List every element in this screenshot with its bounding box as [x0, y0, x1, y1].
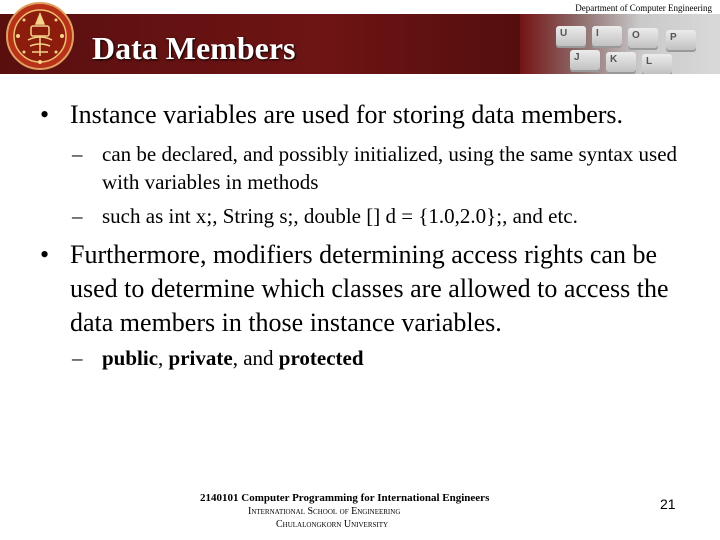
footer-school: International School of Engineering	[248, 506, 401, 517]
footer-university: Chulalongkorn University	[276, 519, 389, 530]
footer	[200, 492, 540, 531]
keyword-private: private	[168, 346, 233, 370]
bullet-dot-icon: •	[40, 100, 50, 129]
key-p: P	[666, 30, 696, 52]
key-l: L	[642, 54, 672, 74]
keyword-protected: protected	[278, 346, 364, 370]
dash-icon: –	[72, 346, 83, 370]
bullet-dot-icon: •	[40, 240, 50, 269]
keyboard-image	[520, 14, 720, 74]
key-k: K	[606, 52, 636, 74]
page-number: 21	[660, 496, 676, 512]
bullet-1-text: Instance variables are used for storing data members.	[70, 100, 624, 129]
department-label: Department of Computer Engineering	[575, 3, 712, 13]
separator: , and	[232, 346, 279, 370]
bullet-2-text: Furthermore, modifiers determining access rights can be used to determine which classes are allowed to access the data members in those instance variables.	[70, 240, 669, 337]
sub-bullet-2-1-text	[102, 344, 682, 372]
key-u: U	[556, 26, 586, 48]
university-logo-icon	[4, 0, 76, 72]
separator: ,	[158, 346, 169, 370]
footer-course: 2140101 Computer Programming for International Engineers	[200, 492, 490, 504]
sub-bullet-1-2-text: such as int x;, String s;, double [] d = {1.0,2.0};, and etc.	[102, 204, 578, 228]
key-o: O	[628, 28, 658, 50]
sub-bullet-1-1-text: can be declared, and possibly initialized, using the same syntax used with variables in methods	[102, 142, 678, 194]
dash-icon: –	[72, 142, 83, 166]
key-i: I	[592, 26, 622, 48]
slide-title: Data Members	[92, 30, 296, 66]
keyword-public: public	[102, 346, 159, 370]
dash-icon: –	[72, 204, 83, 228]
key-j: J	[570, 50, 600, 72]
